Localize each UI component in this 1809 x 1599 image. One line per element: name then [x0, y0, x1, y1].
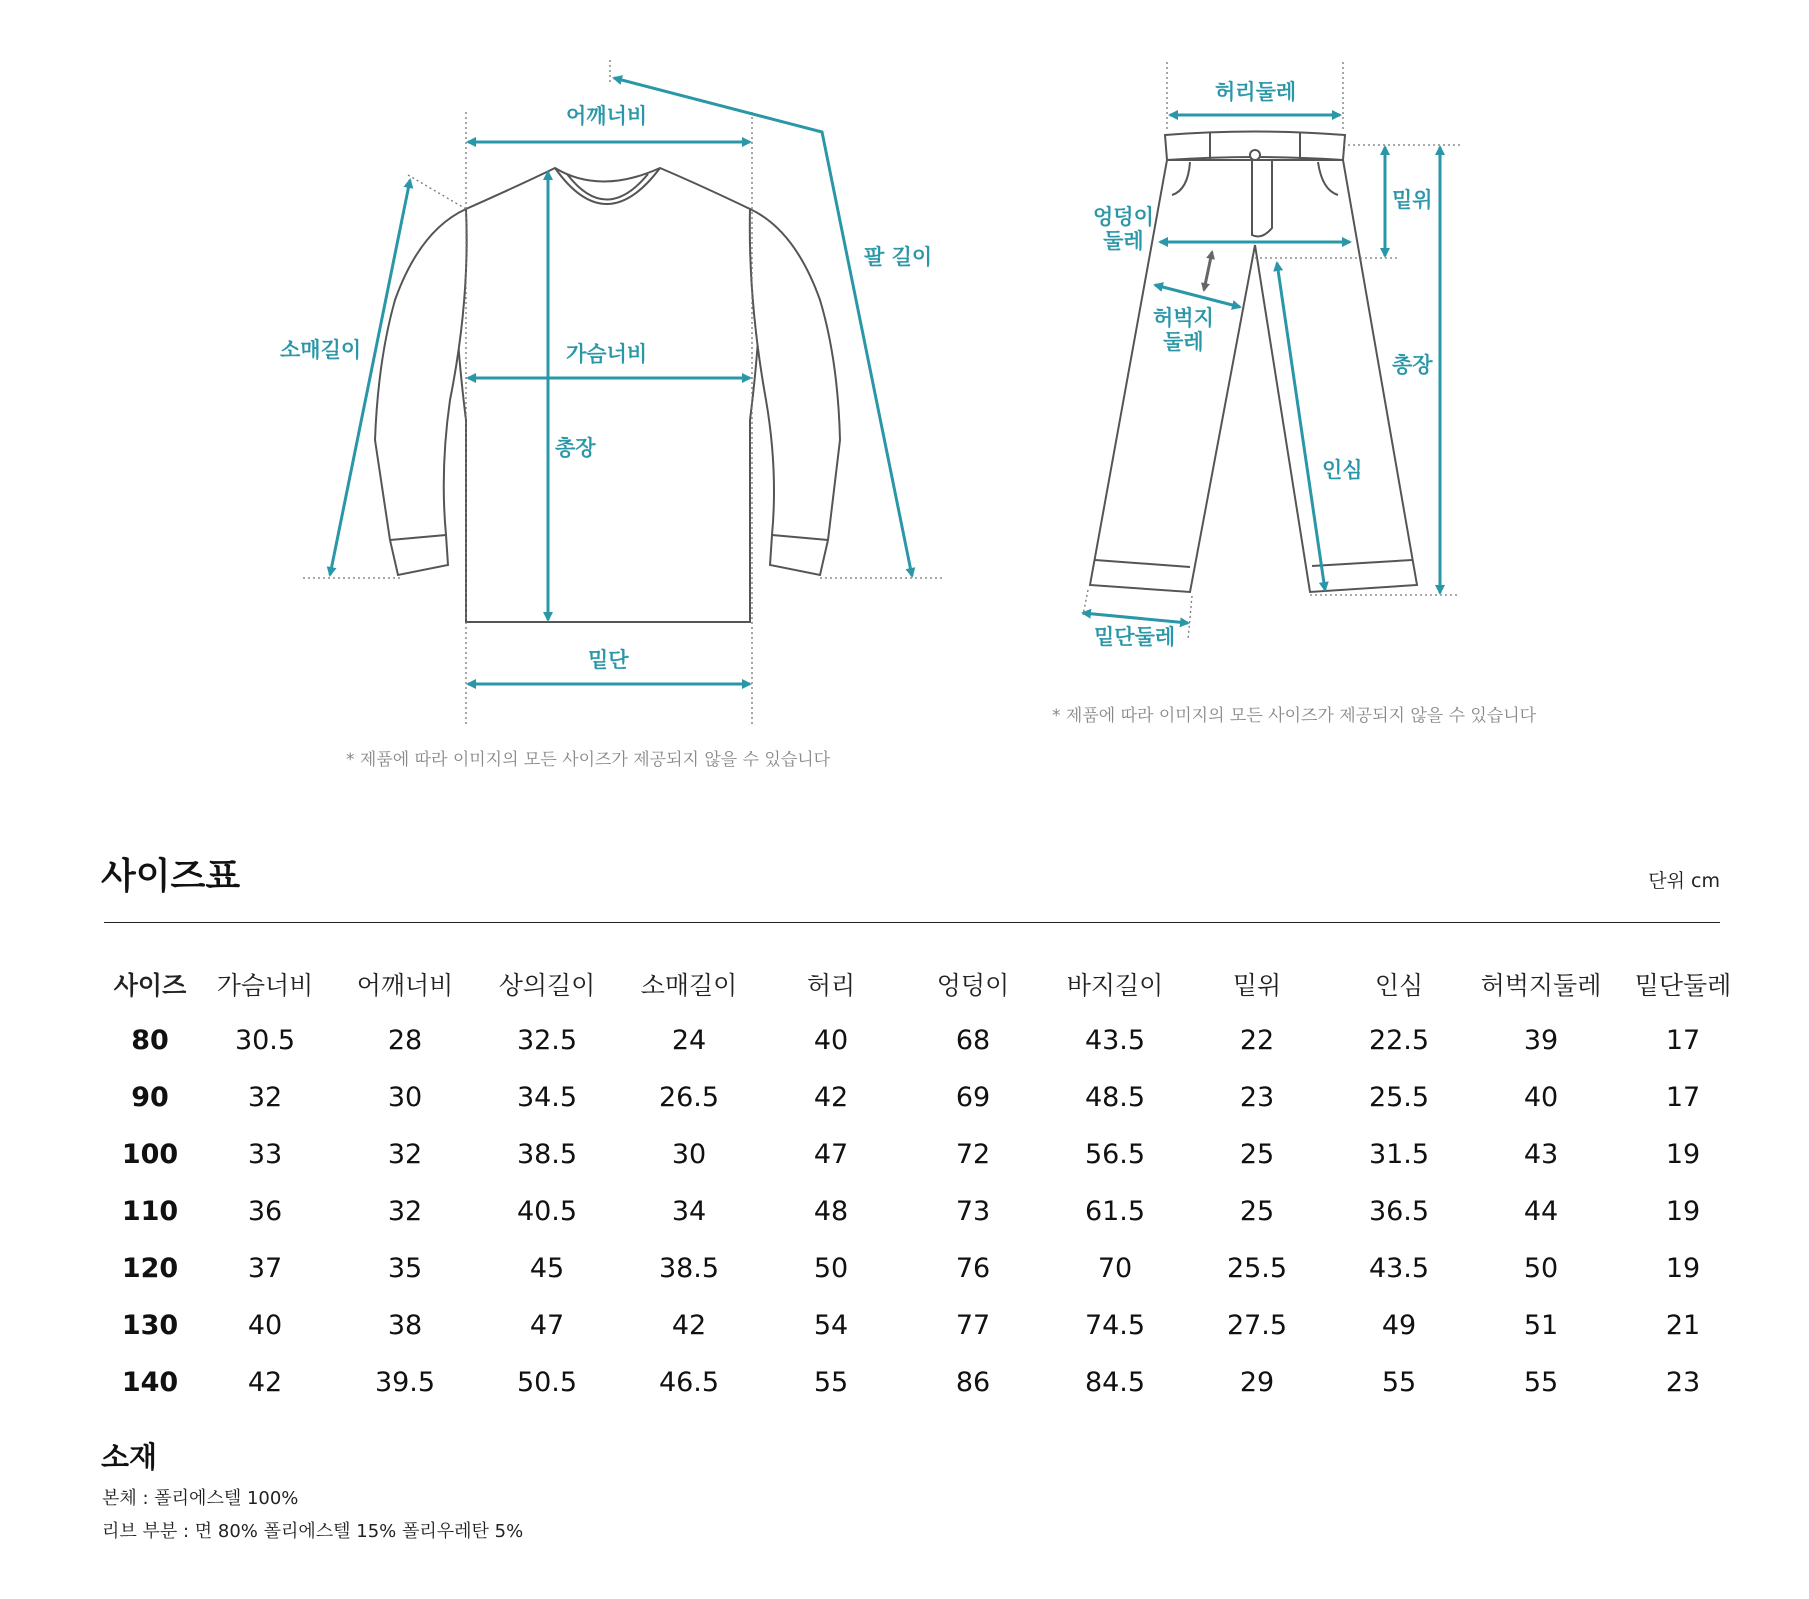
measurement-cell: 38.5 — [658, 1253, 720, 1284]
pants-outline — [1090, 132, 1417, 593]
measurement-cell: 50 — [813, 1253, 849, 1284]
measurement-cell: 25 — [1239, 1196, 1275, 1227]
measurement-cell: 46.5 — [658, 1367, 720, 1398]
measurement-cell: 68 — [955, 1025, 991, 1056]
measurement-cell: 31.5 — [1368, 1139, 1430, 1170]
header-cell: 어깨너비 — [356, 970, 454, 1000]
table-row — [104, 1297, 1754, 1354]
size-cell: 140 — [121, 1367, 179, 1398]
measurement-cell: 48 — [813, 1196, 849, 1227]
measurement-cell: 61.5 — [1084, 1196, 1146, 1227]
note-top: * 제품에 따라 이미지의 모든 사이즈가 제공되지 않을 수 있습니다 — [346, 750, 831, 770]
measurement-cell: 55 — [1523, 1367, 1559, 1398]
size-cell: 120 — [121, 1253, 179, 1284]
measurement-cell: 42 — [671, 1310, 707, 1341]
measurement-cell: 55 — [1381, 1367, 1417, 1398]
header-cell: 허리 — [806, 970, 856, 1000]
sweatshirt-outline — [375, 168, 840, 622]
measurement-cell: 76 — [955, 1253, 991, 1284]
label-waist: 허리둘레 — [1215, 80, 1297, 104]
measurement-cell: 19 — [1665, 1253, 1701, 1284]
header-cell: 바지길이 — [1066, 970, 1164, 1000]
table-row — [104, 1183, 1754, 1240]
measurement-cell: 50 — [1523, 1253, 1559, 1284]
header-cell: 상의길이 — [498, 970, 596, 1000]
header-cell: 인심 — [1374, 970, 1424, 1000]
measurement-cell: 49 — [1381, 1310, 1417, 1341]
measurement-cell: 40 — [813, 1025, 849, 1056]
measurement-cell: 55 — [813, 1367, 849, 1398]
measurement-cell: 43.5 — [1084, 1025, 1146, 1056]
measurement-cell: 38 — [387, 1310, 423, 1341]
measurement-cell: 25.5 — [1368, 1082, 1430, 1113]
measurement-cell: 32.5 — [516, 1025, 578, 1056]
table-row — [104, 1069, 1754, 1126]
measurement-cell: 35 — [387, 1253, 423, 1284]
measurement-cell: 47 — [813, 1139, 849, 1170]
measurement-cell: 45 — [529, 1253, 565, 1284]
measurement-cell: 30.5 — [234, 1025, 296, 1056]
size-cell: 90 — [131, 1082, 169, 1113]
measurement-cell: 24 — [671, 1025, 707, 1056]
measurement-cell: 48.5 — [1084, 1082, 1146, 1113]
label-total-length-top: 총장 — [555, 436, 596, 460]
measurement-cell: 19 — [1665, 1196, 1701, 1227]
size-table — [104, 955, 1754, 1411]
header-cell: 허벅지둘레 — [1480, 970, 1602, 1000]
measurement-cell: 21 — [1665, 1310, 1701, 1341]
label-hem-top: 밑단 — [588, 648, 629, 672]
measurement-cell: 32 — [387, 1139, 423, 1170]
measurement-cell: 28 — [387, 1025, 423, 1056]
measurement-cell: 29 — [1239, 1367, 1275, 1398]
label-arm-length: 팔 길이 — [864, 245, 933, 269]
measurement-cell: 70 — [1097, 1253, 1133, 1284]
header-cell: 가슴너비 — [216, 970, 314, 1000]
measurement-cell: 17 — [1665, 1082, 1701, 1113]
measurement-cell: 23 — [1239, 1082, 1275, 1113]
table-header-row — [104, 955, 1754, 1012]
measurement-cell: 77 — [955, 1310, 991, 1341]
label-total-length-pants: 총장 — [1392, 353, 1433, 377]
size-cell: 130 — [121, 1310, 179, 1341]
measurement-cell: 43.5 — [1368, 1253, 1430, 1284]
measurement-cell: 84.5 — [1084, 1367, 1146, 1398]
measurement-cell: 30 — [671, 1139, 707, 1170]
label-hem-pants: 밑단둘레 — [1094, 625, 1176, 649]
header-cell: 소매길이 — [640, 970, 738, 1000]
measurement-cell: 26.5 — [658, 1082, 720, 1113]
size-cell: 100 — [121, 1139, 179, 1170]
measurement-cell: 56.5 — [1084, 1139, 1146, 1170]
label-hip: 엉덩이 둘레 — [1093, 205, 1154, 254]
measurement-cell: 40 — [1523, 1082, 1559, 1113]
measurement-cell: 74.5 — [1084, 1310, 1146, 1341]
material-title: 소재 — [101, 1440, 158, 1474]
measurement-cell: 44 — [1523, 1196, 1559, 1227]
measurement-cell: 38.5 — [516, 1139, 578, 1170]
measurement-cell: 39.5 — [374, 1367, 436, 1398]
measurement-cell: 73 — [955, 1196, 991, 1227]
measurement-cell: 39 — [1523, 1025, 1559, 1056]
label-sleeve-length: 소매길이 — [280, 338, 362, 362]
measurement-cell: 23 — [1665, 1367, 1701, 1398]
measurement-cell: 19 — [1665, 1139, 1701, 1170]
measurement-cell: 22.5 — [1368, 1025, 1430, 1056]
measurement-cell: 43 — [1523, 1139, 1559, 1170]
header-cell: 밑단둘레 — [1634, 970, 1732, 1000]
header-cell: 사이즈 — [113, 970, 187, 1000]
table-row — [104, 1126, 1754, 1183]
table-row — [104, 1354, 1754, 1411]
measurement-cell: 40 — [247, 1310, 283, 1341]
header-cell: 엉덩이 — [936, 970, 1010, 1000]
unit-label: 단위 cm — [1648, 870, 1720, 892]
measurement-cell: 22 — [1239, 1025, 1275, 1056]
measurement-cell: 25 — [1239, 1139, 1275, 1170]
material-line-body: 본체 : 폴리에스텔 100% — [102, 1488, 299, 1509]
measurement-cell: 47 — [529, 1310, 565, 1341]
label-chest: 가슴너비 — [566, 342, 648, 366]
measurement-cell: 36 — [247, 1196, 283, 1227]
size-table-body — [104, 1012, 1754, 1411]
measurement-cell: 42 — [247, 1367, 283, 1398]
measurement-cell: 40.5 — [516, 1196, 578, 1227]
size-chart-title: 사이즈표 — [101, 856, 241, 897]
table-row — [104, 1240, 1754, 1297]
label-shoulder: 어깨너비 — [566, 104, 648, 128]
label-rise: 밑위 — [1392, 188, 1433, 212]
measurement-cell: 36.5 — [1368, 1196, 1430, 1227]
label-inseam: 인심 — [1322, 458, 1363, 482]
measurement-cell: 54 — [813, 1310, 849, 1341]
material-line-rib: 리브 부분 : 면 80% 폴리에스텔 15% 폴리우레탄 5% — [102, 1521, 524, 1542]
measurement-cell: 37 — [247, 1253, 283, 1284]
measurement-cell: 33 — [247, 1139, 283, 1170]
measurement-cell: 25.5 — [1226, 1253, 1288, 1284]
measurement-cell: 27.5 — [1226, 1310, 1288, 1341]
measurement-cell: 50.5 — [516, 1367, 578, 1398]
header-cell: 밑위 — [1232, 970, 1282, 1000]
size-cell: 110 — [121, 1196, 179, 1227]
label-thigh: 허벅지 둘레 — [1153, 306, 1214, 355]
measurement-cell: 51 — [1523, 1310, 1559, 1341]
measurement-cell: 42 — [813, 1082, 849, 1113]
measurement-cell: 32 — [387, 1196, 423, 1227]
size-cell: 80 — [131, 1025, 169, 1056]
measurement-cell: 86 — [955, 1367, 991, 1398]
measurement-cell: 34 — [671, 1196, 707, 1227]
measurement-cell: 30 — [387, 1082, 423, 1113]
table-row — [104, 1012, 1754, 1069]
measurement-cell: 34.5 — [516, 1082, 578, 1113]
note-pants: * 제품에 따라 이미지의 모든 사이즈가 제공되지 않을 수 있습니다 — [1052, 706, 1537, 726]
measurement-cell: 32 — [247, 1082, 283, 1113]
divider — [104, 922, 1720, 923]
measurement-cell: 69 — [955, 1082, 991, 1113]
measurement-cell: 72 — [955, 1139, 991, 1170]
measurement-cell: 17 — [1665, 1025, 1701, 1056]
